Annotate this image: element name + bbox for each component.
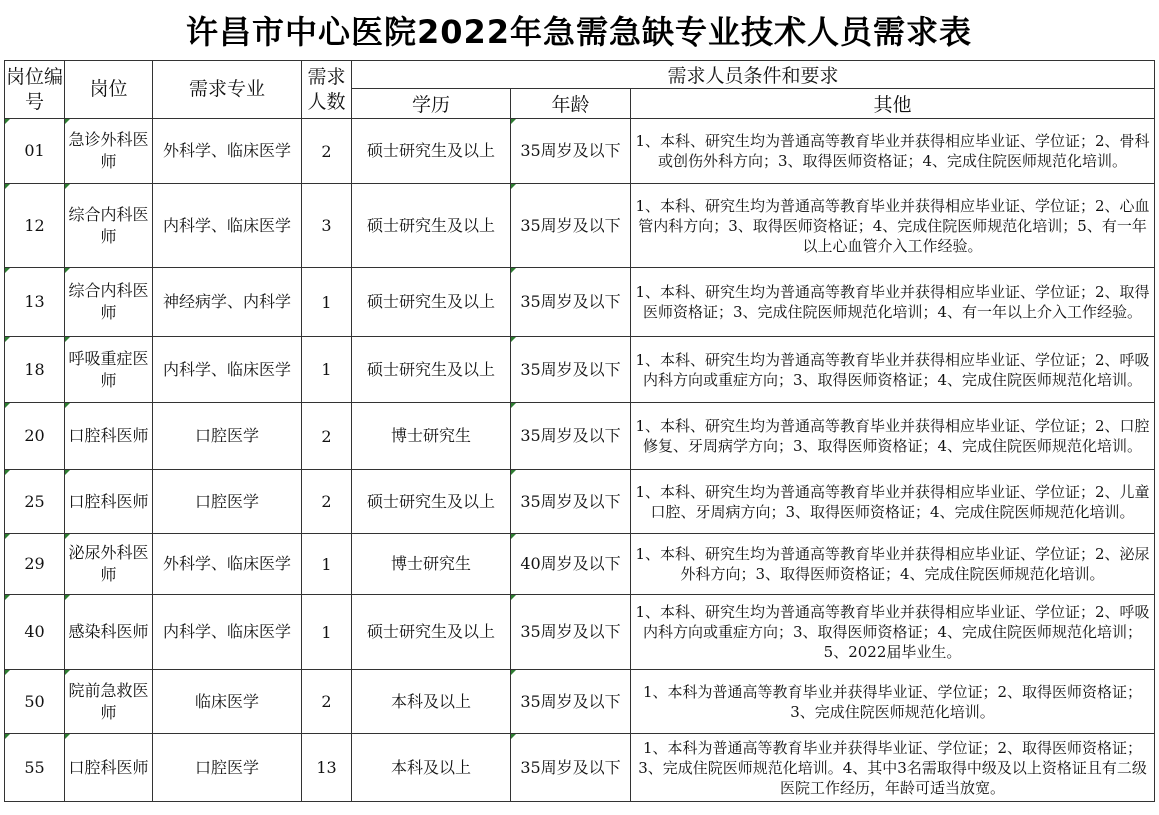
cell-other: 1、本科、研究生均为普通高等教育毕业并获得相应毕业证、学位证；2、呼吸内科方向或重症方向；3、取得医师资格证；4、完成住院医师规范化培训。 (631, 337, 1155, 403)
cell-post: 口腔科医师 (65, 734, 153, 802)
cell-other: 1、本科为普通高等教育毕业并获得毕业证、学位证；2、取得医师资格证；3、完成住院医师规范化培训。4、其中3名需取得中级及以上资格证且有二级医院工作经历，年龄可适当放宽。 (631, 734, 1155, 802)
cell-count: 1 (302, 268, 352, 337)
table-row (5, 595, 1155, 670)
cell-education: 硕士研究生及以上 (352, 184, 511, 268)
cell-count: 1 (302, 595, 352, 670)
cell-education: 硕士研究生及以上 (352, 337, 511, 403)
cell-age: 35周岁及以下 (511, 470, 631, 534)
cell-age: 35周岁及以下 (511, 337, 631, 403)
header-age: 年龄 (511, 89, 631, 119)
table-row (5, 670, 1155, 734)
cell-post-no: 01 (5, 119, 65, 184)
cell-other: 1、本科、研究生均为普通高等教育毕业并获得相应毕业证、学位证；2、心血管内科方向；3、取得医师资格证；4、完成住院医师规范化培训；5、有一年以上心血管介入工作经验。 (631, 184, 1155, 268)
cell-count: 2 (302, 119, 352, 184)
cell-count: 13 (302, 734, 352, 802)
cell-other: 1、本科、研究生均为普通高等教育毕业并获得相应毕业证、学位证；2、儿童口腔、牙周病方向；3、取得医师资格证；4、完成住院医师规范化培训。 (631, 470, 1155, 534)
header-conditions: 需求人员条件和要求 (352, 61, 1155, 89)
cell-age: 35周岁及以下 (511, 670, 631, 734)
cell-age: 35周岁及以下 (511, 734, 631, 802)
cell-count: 1 (302, 337, 352, 403)
cell-major: 内科学、临床医学 (153, 337, 302, 403)
cell-other: 1、本科、研究生均为普通高等教育毕业并获得相应毕业证、学位证；2、取得医师资格证；3、完成住院医师规范化培训；4、有一年以上介入工作经验。 (631, 268, 1155, 337)
cell-other: 1、本科、研究生均为普通高等教育毕业并获得相应毕业证、学位证；2、呼吸内科方向或重症方向；3、取得医师资格证；4、完成住院医师规范化培训；5、2022届毕业生。 (631, 595, 1155, 670)
header-education: 学历 (352, 89, 511, 119)
table-row (5, 403, 1155, 470)
cell-post-no: 25 (5, 470, 65, 534)
cell-major: 口腔医学 (153, 734, 302, 802)
table-row (5, 470, 1155, 534)
cell-major: 外科学、临床医学 (153, 534, 302, 595)
cell-other: 1、本科为普通高等教育毕业并获得毕业证、学位证；2、取得医师资格证；3、完成住院医师规范化培训。 (631, 670, 1155, 734)
header-other: 其他 (631, 89, 1155, 119)
cell-post: 急诊外科医师 (65, 119, 153, 184)
cell-count: 1 (302, 534, 352, 595)
cell-education: 硕士研究生及以上 (352, 268, 511, 337)
header-major: 需求专业 (153, 61, 302, 119)
cell-post-no: 29 (5, 534, 65, 595)
cell-age: 35周岁及以下 (511, 119, 631, 184)
cell-count: 2 (302, 403, 352, 470)
cell-major: 口腔医学 (153, 403, 302, 470)
cell-education: 硕士研究生及以上 (352, 470, 511, 534)
cell-post: 口腔科医师 (65, 403, 153, 470)
cell-post: 呼吸重症医师 (65, 337, 153, 403)
cell-education: 博士研究生 (352, 403, 511, 470)
cell-education: 硕士研究生及以上 (352, 595, 511, 670)
cell-post-no: 40 (5, 595, 65, 670)
header-count: 需求人数 (302, 61, 352, 119)
cell-count: 2 (302, 470, 352, 534)
header-post-no: 岗位编号 (5, 61, 65, 119)
cell-other: 1、本科、研究生均为普通高等教育毕业并获得相应毕业证、学位证；2、骨科或创伤外科方向；3、取得医师资格证；4、完成住院医师规范化培训。 (631, 119, 1155, 184)
cell-age: 35周岁及以下 (511, 595, 631, 670)
cell-post: 泌尿外科医师 (65, 534, 153, 595)
cell-education: 本科及以上 (352, 670, 511, 734)
table-row (5, 268, 1155, 337)
header-post: 岗位 (65, 61, 153, 119)
cell-post-no: 50 (5, 670, 65, 734)
cell-post-no: 12 (5, 184, 65, 268)
cell-education: 博士研究生 (352, 534, 511, 595)
cell-post: 口腔科医师 (65, 470, 153, 534)
cell-age: 40周岁及以下 (511, 534, 631, 595)
cell-other-text: 1、本科、研究生均为普通高等教育毕业并获得相应毕业证、学位证；2、泌尿外科方向；3、取得医师资格证；4、完成住院医师规范化培训。 (635, 545, 1150, 583)
cell-age: 35周岁及以下 (511, 268, 631, 337)
cell-other: 1、本科、研究生均为普通高等教育毕业并获得相应毕业证、学位证；2、口腔修复、牙周病学方向；3、取得医师资格证；4、完成住院医师规范化培训。 (631, 403, 1155, 470)
cell-post-no: 20 (5, 403, 65, 470)
cell-post: 综合内科医师 (65, 268, 153, 337)
cell-major: 临床医学 (153, 670, 302, 734)
cell-age: 35周岁及以下 (511, 184, 631, 268)
cell-education: 本科及以上 (352, 734, 511, 802)
cell-education: 硕士研究生及以上 (352, 119, 511, 184)
cell-major: 口腔医学 (153, 470, 302, 534)
table-row (5, 119, 1155, 184)
table-row (5, 337, 1155, 403)
cell-count: 3 (302, 184, 352, 268)
cell-post-no: 18 (5, 337, 65, 403)
table-row (5, 534, 1155, 595)
cell-post: 院前急救医师 (65, 670, 153, 734)
cell-major: 外科学、临床医学 (153, 119, 302, 184)
table-title: 许昌市中心医院2022年急需急缺专业技术人员需求表 (185, 13, 973, 51)
table-row (5, 734, 1155, 802)
requirements-table (4, 60, 1155, 802)
cell-post: 感染科医师 (65, 595, 153, 670)
cell-other (631, 534, 1155, 595)
cell-major: 内科学、临床医学 (153, 184, 302, 268)
cell-post-no: 55 (5, 734, 65, 802)
cell-post: 综合内科医师 (65, 184, 153, 268)
table-row (5, 184, 1155, 268)
cell-major: 神经病学、内科学 (153, 268, 302, 337)
cell-count: 2 (302, 670, 352, 734)
cell-major: 内科学、临床医学 (153, 595, 302, 670)
cell-age: 35周岁及以下 (511, 403, 631, 470)
cell-post-no: 13 (5, 268, 65, 337)
